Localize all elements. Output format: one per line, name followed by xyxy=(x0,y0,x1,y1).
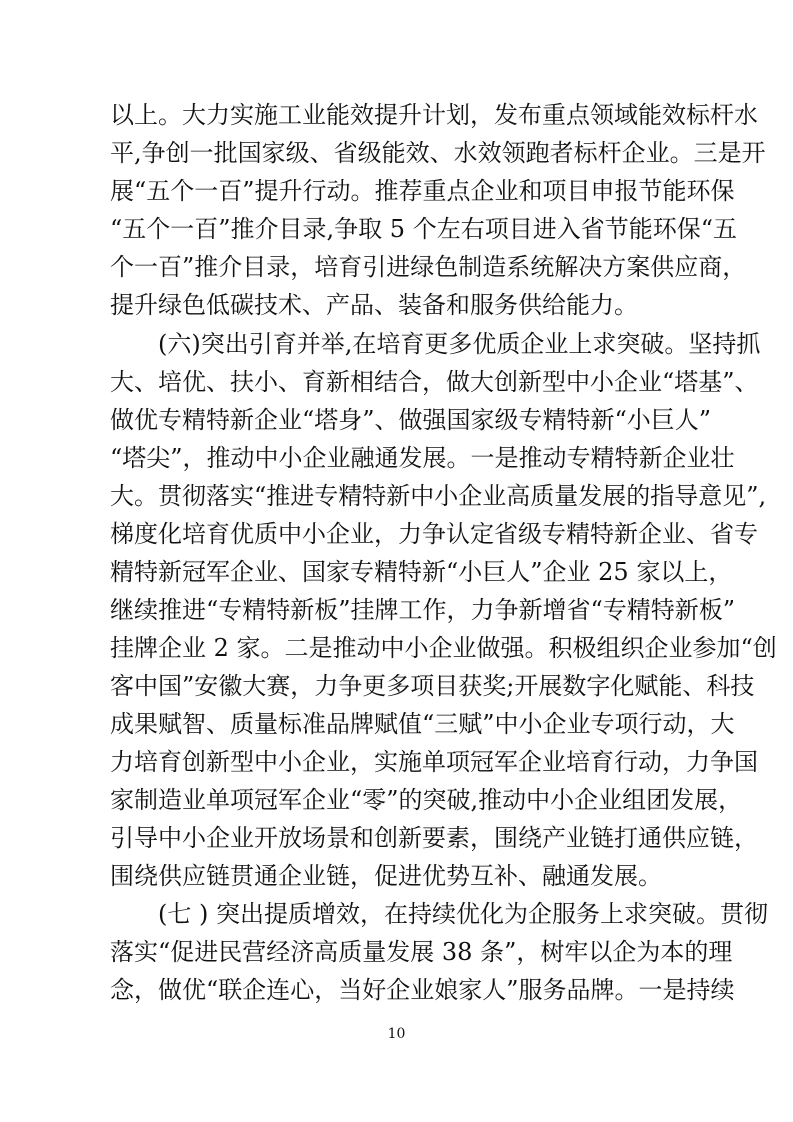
page-number: 10 xyxy=(387,1026,406,1042)
text-line: 梯度化培育优质中小企业，力争认定省级专精特新企业、省专 xyxy=(110,520,758,548)
text-line: 念，做优“联企连心，当好企业娘家人”服务品牌。一是持续 xyxy=(110,976,735,1004)
text-line: 落实“促进民营经济高质量发展 38 条”，树牢以企为本的理 xyxy=(110,938,733,966)
text-line: 客中国”安徽大赛，力争更多项目获奖;开展数字化赋能、科技 xyxy=(110,672,755,700)
text-line: 力培育创新型中小企业，实施单项冠军企业培育行动，力争国 xyxy=(110,748,758,776)
paragraph-seven-start: (七 ) 突出提质增效，在持续优化为企服务上求突破。贯彻 xyxy=(158,900,768,928)
text-line: 挂牌企业 2 家。二是推动中小企业做强。积极组织企业参加“创 xyxy=(110,634,777,662)
paragraph-six-start: (六)突出引育并举,在培育更多优质企业上求突破。坚持抓 xyxy=(158,330,761,358)
text-line: 以上。大力实施工业能效提升计划，发布重点领域能效标杆水 xyxy=(110,101,758,129)
text-line: 成果赋智、质量标准品牌赋值“三赋”中小企业专项行动，大 xyxy=(110,710,735,738)
text-line: 展“五个一百”提升行动。推荐重点企业和项目申报节能环保 xyxy=(110,177,735,205)
text-line: 平,争创一批国家级、省级能效、水效领跑者标杆企业。三是开 xyxy=(110,139,766,167)
text-line: 家制造业单项冠军企业“零”的突破,推动中小企业组团发展， xyxy=(110,786,743,814)
text-line: 大、培优、扶小、育新相结合，做大创新型中小企业“塔基”、 xyxy=(110,368,759,396)
text-line: 围绕供应链贯通企业链，促进优势互补、融通发展。 xyxy=(110,862,662,890)
text-line: “塔尖”，推动中小企业融通发展。一是推动专精特新企业壮 xyxy=(110,444,735,472)
text-line: 做优专精特新企业“塔身”、做强国家级专精特新“小巨人” xyxy=(110,406,712,434)
text-line: 提升绿色低碳技术、产品、装备和服务供给能力。 xyxy=(110,291,638,319)
text-line: 大。贯彻落实“推进专精特新中小企业高质量发展的指导意见”, xyxy=(110,482,767,510)
text-line: “五个一百”推介目录,争取 5 个左右项目进入省节能环保“五 xyxy=(110,215,737,243)
text-line: 精特新冠军企业、国家专精特新“小巨人”企业 25 家以上， xyxy=(110,558,733,586)
text-line: 个一百”推介目录，培育引进绿色制造系统解决方案供应商， xyxy=(110,253,747,281)
text-line: 引导中小企业开放场景和创新要素，围绕产业链打通供应链， xyxy=(110,824,758,852)
text-line: 继续推进“专精特新板”挂牌工作，力争新增省“专精特新板” xyxy=(110,596,736,624)
